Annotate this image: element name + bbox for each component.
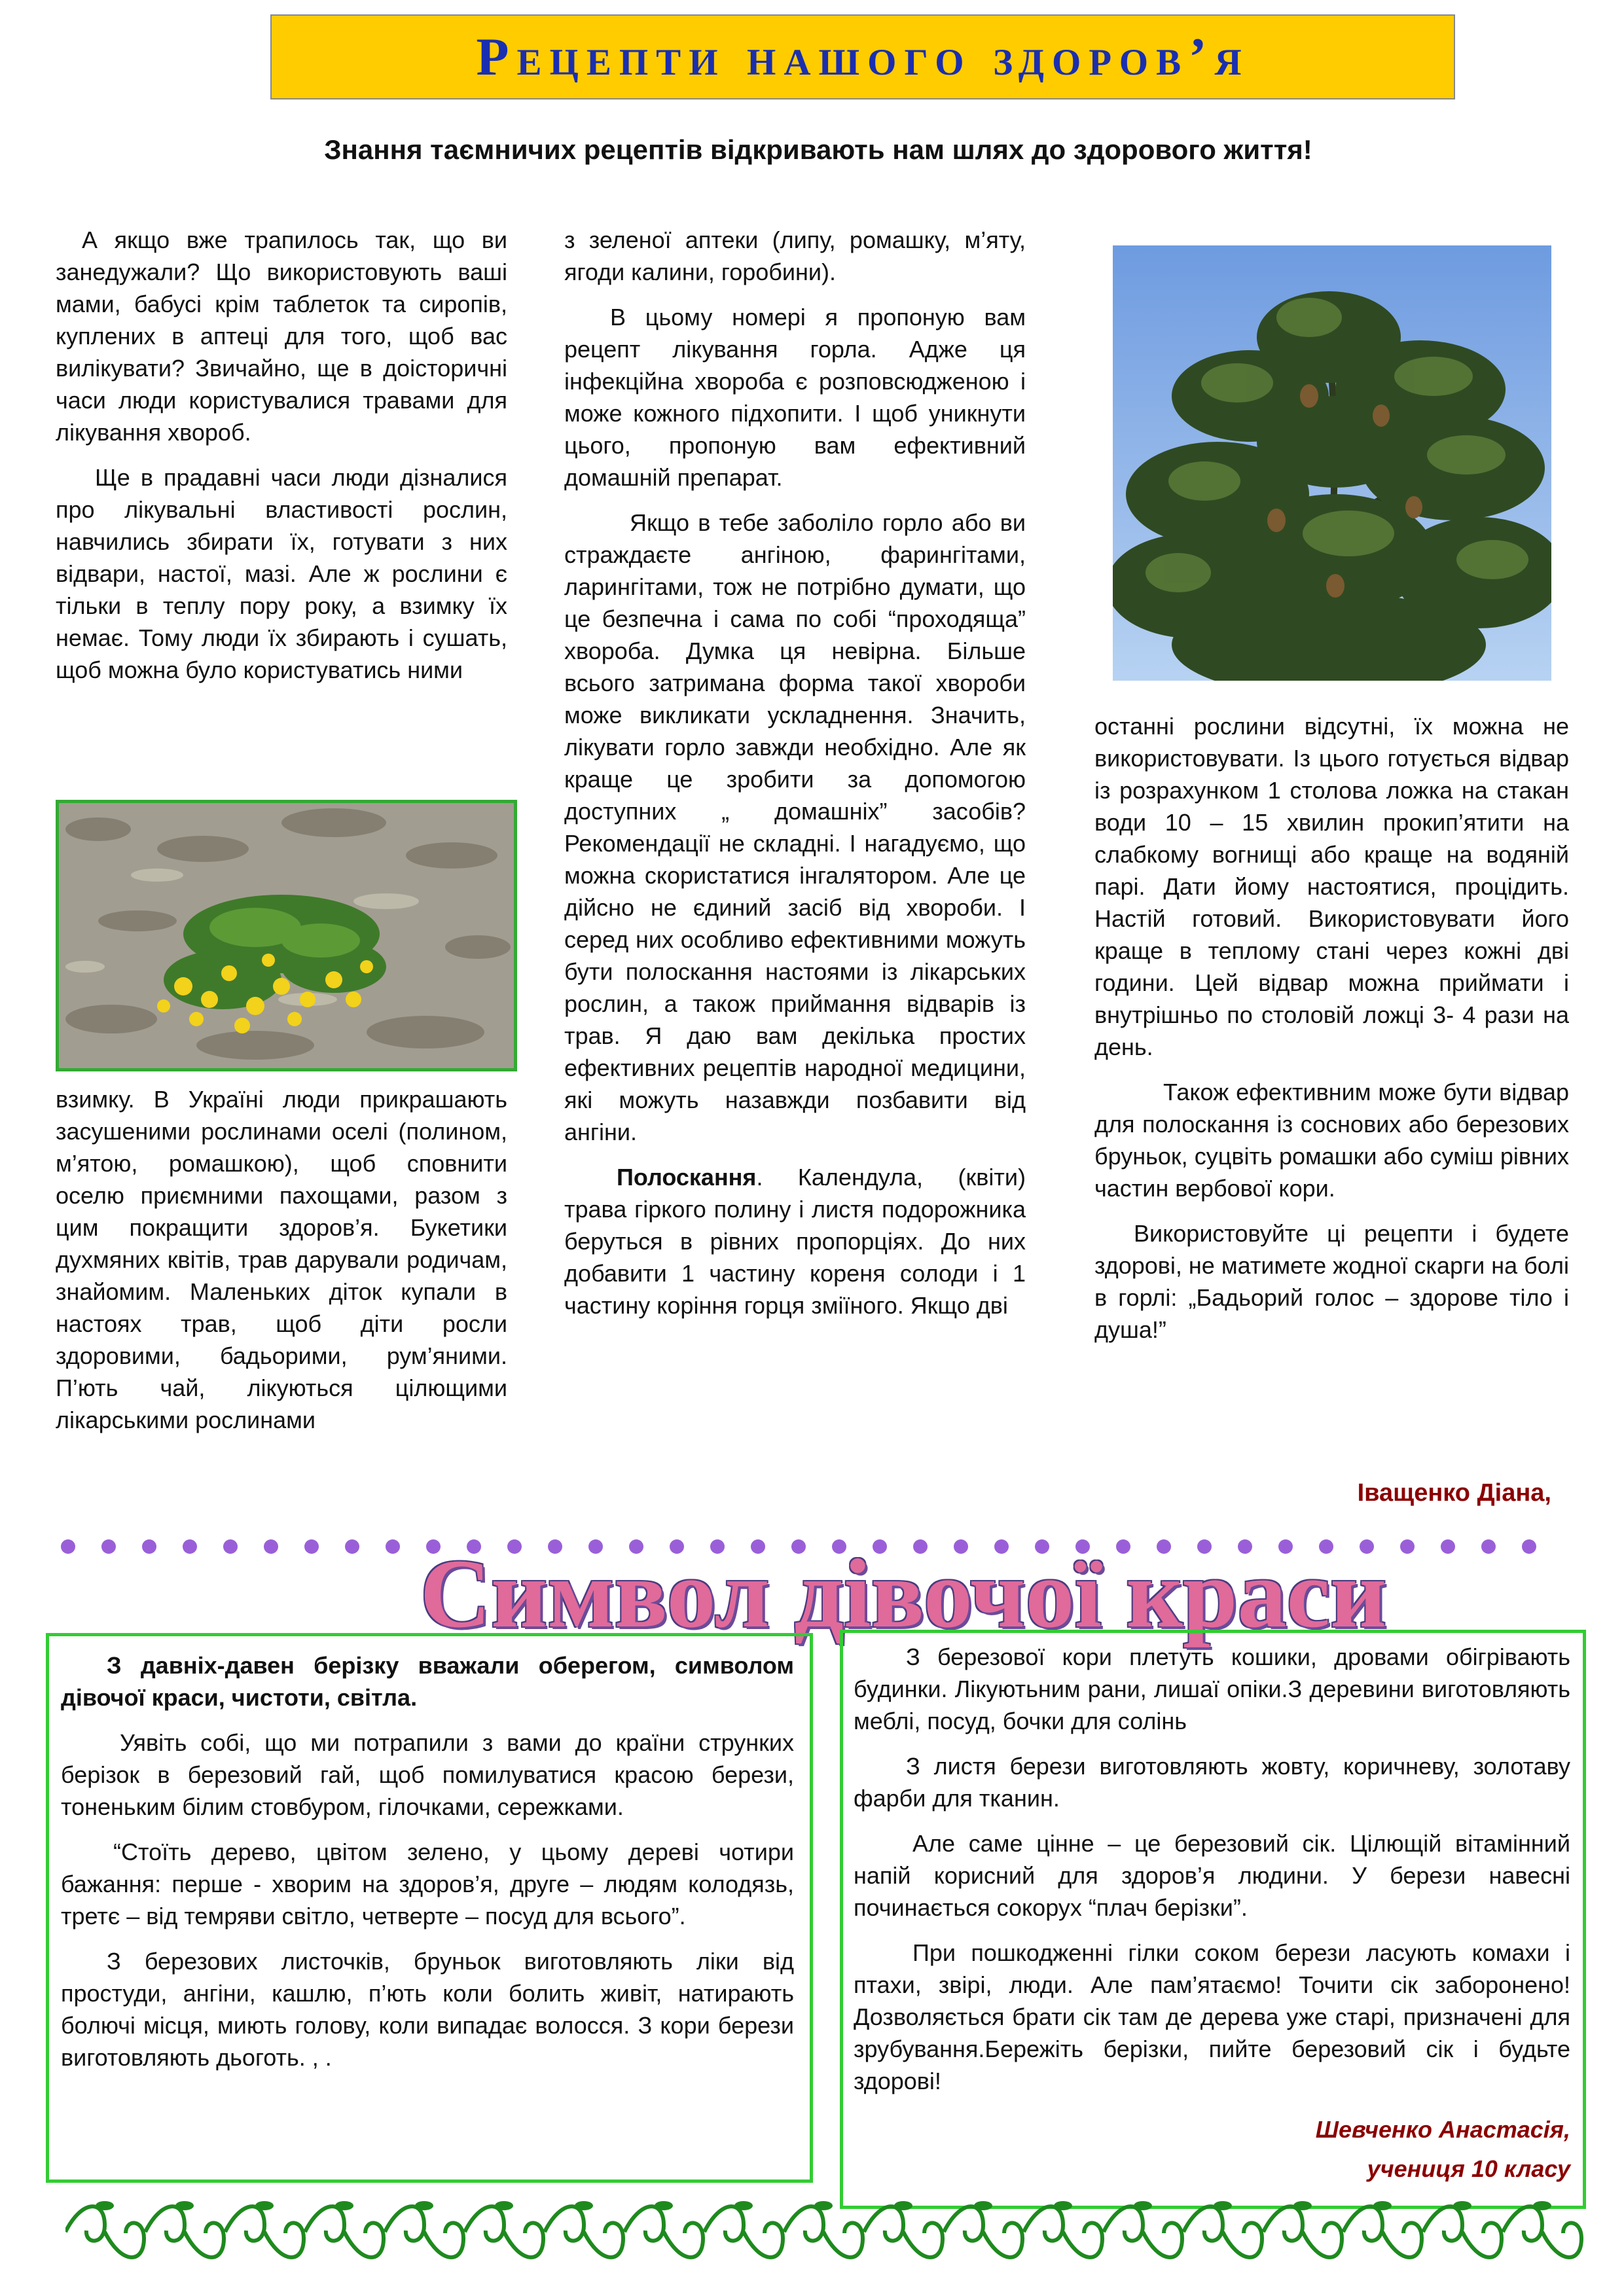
article2-right-box (840, 1630, 1586, 2209)
ornament-leaf (1533, 2201, 1551, 2210)
ornament-swirl (145, 2206, 224, 2257)
separator-dot (1481, 1539, 1496, 1554)
ornament-swirl (385, 2206, 463, 2257)
ornament-leaf (1373, 2201, 1392, 2210)
ornament-leaf (974, 2201, 992, 2210)
article2-left-text (61, 1649, 794, 2087)
article2-right-text (854, 1641, 1570, 2189)
ornament-swirl (784, 2206, 863, 2257)
ornament-leaf (575, 2201, 593, 2210)
paragraph: З листя берези виготовляють жовту, коричневу, золотаву фарби для тканин. (854, 1753, 1570, 1812)
paragraph: З березових листочків, бруньок виготовляють ліки від простуди, ангіни, кашлю, п’ють коли болить живіт, натирають болючі місця, миють голову, коли випадає волосся. З кори берези виготовляють дьоготь. , . (61, 1948, 794, 2071)
ornament-swirl (1343, 2206, 1422, 2257)
ornament-swirl (545, 2206, 623, 2257)
ornament-swirl (944, 2206, 1022, 2257)
paragraph: Якщо в тебе заболіло горло або ви страждаєте ангіною, фарингітами, ларингітами, тож не потрібно думати, що це безпечна і сама по собі “проходяща” хвороба. Думка ця невірна. Більше всього затримана форма такої хвороби може викликати ускладнення. Значить, лікувати горло завжди необхідно. Але як краще це зробити за допомогою доступних „ домашніх” засобів? Рекомендації не складні. І нагадуємо, що можна скористатися інгалятором. Але це дійсно не єдиний засіб від хвороби. І серед них особливо ефективними можуть бути полоскання настоями із лікарських рослин, а також приймання відварів із трав. Я даю вам декілька простих ефективних рецептів народної медицини, які можуть назавжди позбавити від ангіни. (564, 509, 1026, 1145)
page-subtitle: Знання таємничих рецептів відкривають нам шлях до здорового життя! (324, 134, 1312, 165)
ornament-leaf (655, 2201, 673, 2210)
ornament-swirl (1263, 2206, 1342, 2257)
page-title: Рецепти нашого здоров’я (476, 27, 1250, 86)
separator-dot (61, 1539, 75, 1554)
author-signature: Іващенко Діана, (1357, 1479, 1551, 1507)
paragraph: А якщо вже трапилось так, що ви занедужали? Що використовують ваші мами, бабусі крім таблеток та сиропів, куплених в аптеці для того, щоб вас вилікувати? Звичайно, ще в доісторичні часи люди користувалися травами для лікування хвороб. (56, 226, 507, 446)
ornament-leaf (1214, 2201, 1232, 2210)
pine-photo (1113, 245, 1551, 681)
author-role: учениця 10 класу (1367, 2155, 1570, 2182)
flowers-image (59, 803, 514, 1068)
separator-dot (183, 1539, 197, 1554)
paragraph: Також ефективним може бути відвар для полоскання із соснових або березових бруньок, суцвіть ромашки або суміш рівних частин вербової кори. (1094, 1079, 1569, 1202)
ornament-leaf (734, 2201, 753, 2210)
paragraph: взимку. В Україні люди прикрашають засушеними рослинами оселі (полином, м’ятою, ромашкою), щоб сповнити оселю приємними пахощами, разом з цим покращити здоров’я. Букетики духмяних квітів, трав дарували родичам, знайомим. Маленьких діток купали в настоях трав, щоб діти росли здоровими, бадьорими, рум’яними. П’ють чай, лікуються цілющими лікарськими рослинами (56, 1086, 507, 1433)
ornament-leaf (415, 2201, 433, 2210)
ornament-swirl (704, 2206, 783, 2257)
ornament-swirl (1183, 2206, 1262, 2257)
article2-left-box (46, 1633, 813, 2183)
article1-column1-bottom (56, 1083, 507, 1449)
separator-dot (304, 1539, 319, 1554)
paragraph: З давніх-давен берізку вважали оберегом, символом дівочої краси, чистоти, світла. (61, 1652, 794, 1711)
ornament-leaf (255, 2201, 274, 2210)
bold-term: Полоскання (617, 1164, 757, 1191)
flowers-photo (56, 800, 517, 1071)
ornament-swirl (305, 2206, 384, 2257)
paragraph: Використовуйте ці рецепти і будете здорові, не матимете жодної скарги на болі в горлі: „Бадьорий голос – здорове тіло і душа!” (1094, 1220, 1569, 1343)
paragraph: При пошкодженні гілки соком берези ласують комахи і птахи, звірі, люди. Але пам’ятаємо! Точити сік заборонено! Дозволяється брати сік там де дерева уже старі, призначені для зрубування.Бережіть берізки, пийте березовий сік і будьте здорові! (854, 1939, 1570, 2094)
header-banner (270, 14, 1455, 99)
paragraph-text: . Календула, (квіти) трава гіркого полину і листя подорожника беруться в рівних пропорціях. До них добавити 1 частину кореня солоди і 1 частину коріння горця зміїного. Якщо дві (564, 1164, 1026, 1319)
ornament-swirl (624, 2206, 703, 2257)
paragraph: Уявіть собі, що ми потрапили з вами до країни струнких берізок в березовий гай, щоб помилуватися красою берези, тоненьким білим стовбуром, гілочками, сережками. (61, 1729, 794, 1820)
article1-column1-top (56, 224, 507, 699)
ornament-leaf (814, 2201, 833, 2210)
separator-dot (101, 1539, 116, 1554)
ornament-swirl (1024, 2206, 1102, 2257)
paragraph: Але саме цінне – це березовий сік. Цілющій вітамінний напій корисний для здоров’я людини. У берези навесні починається сокорух “плач берізки”. (854, 1830, 1570, 1921)
paragraph: В цьому номері я пропоную вам рецепт лікування горла. Адже ця інфекційна хвороба є розповсюдженою і може кожного підхопити. І щоб уникнути цього, пропоную вам ефективний домашній препарат. (564, 304, 1026, 491)
ornament-leaf (175, 2201, 194, 2210)
ornament-leaf (894, 2201, 912, 2210)
ornament-swirl (225, 2206, 304, 2257)
ornament-leaf (495, 2201, 513, 2210)
ornament-leaf (1453, 2201, 1471, 2210)
ornament-leaf (1054, 2201, 1072, 2210)
author-name: Шевченко Анастасія, (1315, 2116, 1570, 2143)
separator-dot (142, 1539, 156, 1554)
ornament-swirl (465, 2206, 543, 2257)
article2-title: Символ дівочої краси (420, 1539, 1387, 1648)
separator-dot (264, 1539, 278, 1554)
ornament-swirl (1503, 2206, 1581, 2257)
paragraph: “Стоїть дерево, цвітом зелено, у цьому дереві чотири бажання: перше - хворим на здоров’я, друге – людям колодязь, третє – від темряви світло, четверте – посуд для всього”. (61, 1839, 794, 1929)
paragraph: Ще в прадавні часи люди дізналися про лікувальні властивості рослин, навчились збирати їх, готувати з них відвари, настої, мазі. Але ж рослини є тільки в теплу пору року, а взимку їх немає. Тому люди їх збирають і сушать, щоб можна було користуватись ними (56, 464, 507, 683)
separator-dot (1522, 1539, 1536, 1554)
paragraph (564, 1161, 1026, 1321)
ornament-leaf (1134, 2201, 1152, 2210)
article1-column3 (1094, 710, 1569, 1359)
ornament-leaf (335, 2201, 353, 2210)
pine-image (1113, 245, 1551, 681)
ornament-border (65, 2193, 1584, 2271)
ornament-swirl (1104, 2206, 1182, 2257)
ornament-swirl (65, 2206, 144, 2257)
separator-dot (223, 1539, 238, 1554)
paragraph: з зеленої аптеки (липу, ромашку, м’яту, ягоди калини, горобини). (564, 226, 1026, 285)
ornament-swirl (864, 2206, 943, 2257)
ornament-leaf (96, 2201, 114, 2210)
paragraph: З березової кори плетуть кошики, дровами обігрівають будинки. Лікуютьним рани, лишаї опіки.З деревини виготовляють меблі, посуд, бочки для солінь (854, 1643, 1570, 1734)
ornament-leaf (1293, 2201, 1312, 2210)
ornament-swirl (1423, 2206, 1502, 2257)
paragraph: останні рослини відсутні, їх можна не використовувати. Із цього готується відвар із розрахунком 1 столова ложка на стакан води 10 – 15 хвилин прокип’ятити на слабкому вогнищі або краще на водяній парі. Дати йому настоятися, процідить. Настій готовий. Використовувати його краще в теплому стані через кожні дві години. Цей відвар можна приймати і внутрішньо по столовій ложці 3- 4 рази на день. (1094, 713, 1569, 1060)
article1-column2 (564, 224, 1026, 1335)
